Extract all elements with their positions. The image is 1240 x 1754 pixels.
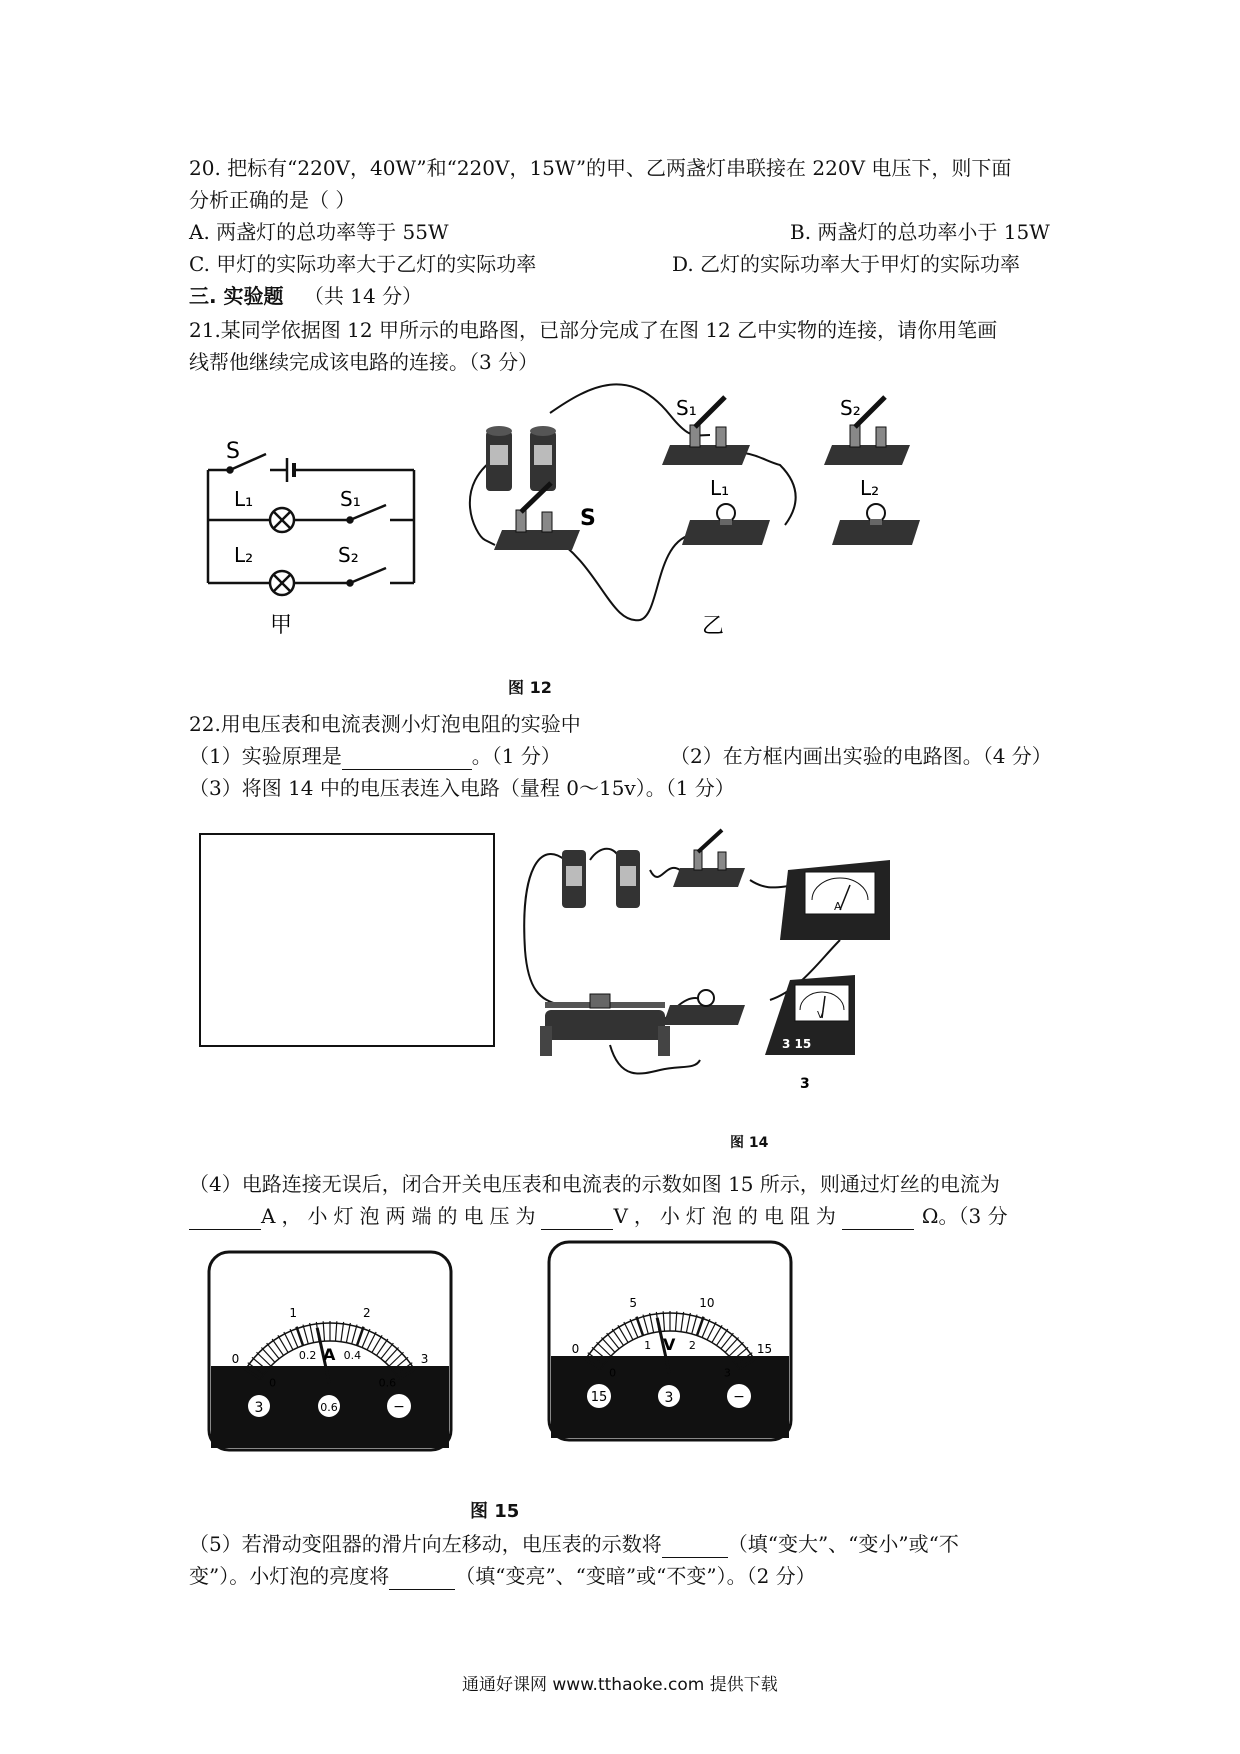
physical-label-l1: L₁: [710, 476, 730, 500]
wire-rheostat-bottom: [610, 1045, 700, 1074]
q22-part4-text-end: Ω。（3 分: [921, 1204, 1008, 1228]
voltmeter-unit: V: [663, 1335, 676, 1354]
switch-s2-physical: [824, 397, 910, 465]
voltmeter-terminal-15-label: 15: [590, 1390, 608, 1405]
q22-part5-prefix: （5）若滑动变阻器的滑片向左移动，电压表的示数将: [189, 1532, 662, 1556]
principle-blank[interactable]: [342, 749, 472, 770]
physical-label-s2: S₂: [840, 396, 861, 420]
q22-part5-line2: [189, 1562, 816, 1590]
lamp-l2-physical: [832, 504, 920, 545]
schematic-label-l2: L₂: [234, 543, 254, 567]
q22-part4-line1: （4）电路连接无误后，闭合开关电压表和电流表的示数如图 15 所示，则通过灯丝的电流为: [189, 1172, 1000, 1196]
wire-battery-to-switch: [650, 868, 680, 877]
voltmeter-inner-tick-label: 3: [723, 1366, 731, 1380]
voltmeter-terminal-negative-label: −: [733, 1389, 745, 1405]
ammeter-terminal-negative-label: −: [393, 1399, 405, 1415]
section-title: 三. 实验题: [189, 284, 284, 308]
fig14-voltmeter-unit: V: [817, 1010, 824, 1021]
q22-part1: [189, 742, 561, 770]
fig14-circuit: [520, 830, 960, 1110]
fig14-voltmeter-under: 3: [800, 1076, 810, 1092]
physical-label-s: S: [580, 506, 596, 531]
ammeter-terminal-06[interactable]: [318, 1395, 340, 1417]
ammeter-unit: A: [323, 1345, 336, 1364]
ammeter-outer-tick-label: 0: [231, 1351, 240, 1366]
ammeter-inner-tick-label: 0.2: [298, 1348, 317, 1362]
fig14-batteries: [562, 850, 640, 908]
fig12-physical: [480, 395, 940, 645]
wire-battery-link: [590, 849, 620, 860]
voltmeter-terminal-3-label: 3: [664, 1390, 674, 1406]
fig14-ammeter: [780, 860, 890, 940]
physical-label-s1: S₁: [676, 396, 697, 420]
ammeter-inner-tick-label: 0.6: [378, 1376, 397, 1390]
physical-label-yi: 乙: [702, 614, 725, 639]
current-blank[interactable]: [189, 1209, 261, 1230]
q20-option-d: D. 乙灯的实际功率大于甲灯的实际功率: [672, 252, 1021, 276]
q21-stem-line1: 21.某同学依据图 12 甲所示的电路图，已部分完成了在图 12 乙中实物的连接，请你用笔画: [189, 318, 998, 342]
battery-pair: [486, 426, 556, 491]
q20-option-a: A. 两盏灯的总功率等于 55W: [189, 220, 449, 244]
fig14-ammeter-unit: A: [834, 900, 842, 913]
ammeter-outer-tick-label: 2: [363, 1306, 371, 1321]
voltmeter-outer-tick-label: 5: [629, 1296, 637, 1311]
fig12-caption: 图 12: [508, 678, 552, 697]
q20-stem-line1: 20. 把标有“220V，40W”和“220V，15W”的甲、乙两盏灯串联接在 220V 电压下，则下面: [189, 156, 1012, 180]
fig14-rheostat: [540, 994, 670, 1056]
lamp-l1-physical: [682, 504, 770, 545]
q22-part5-line1: [189, 1530, 959, 1558]
q22-part3: （3）将图 14 中的电压表连入电路（量程 0～15v）。（1 分）: [189, 776, 735, 800]
page-footer: 通通好课网 www.tthaoke.com 提供下载: [462, 1675, 778, 1695]
q20-option-b: B. 两盏灯的总功率小于 15W: [790, 220, 1050, 244]
q22-part4-line2: [189, 1202, 1008, 1230]
q22-part5-line2-prefix: 变”）。小灯泡的亮度将: [189, 1564, 390, 1588]
ammeter-outer-tick-label: 3: [420, 1351, 429, 1366]
fig15-voltmeter: [545, 1238, 795, 1448]
schematic-label-s: S: [226, 439, 240, 464]
voltage-blank[interactable]: [541, 1209, 613, 1230]
q20-option-c: C. 甲灯的实际功率大于乙灯的实际功率: [189, 252, 537, 276]
q22-part2: （2）在方框内画出实验的电路图。（4 分）: [670, 744, 1052, 768]
schematic-label-s2: S₂: [338, 543, 359, 567]
fig15-ammeter: [205, 1248, 455, 1458]
section-heading: [189, 282, 422, 310]
ammeter-terminal-negative[interactable]: [387, 1394, 411, 1418]
q21-stem-line2: 线帮他继续完成该电路的连接。（3 分）: [189, 350, 539, 374]
fig14-lamp: [663, 990, 745, 1025]
schematic-label-jia: 甲: [270, 613, 293, 638]
voltmeter-terminal-15[interactable]: [587, 1384, 611, 1408]
ammeter-inner-tick-label: 0.4: [343, 1348, 362, 1362]
voltmeter-terminal-3[interactable]: [658, 1385, 680, 1407]
physical-label-l2: L₂: [860, 476, 880, 500]
voltmeter-outer-tick-label: 15: [756, 1341, 773, 1356]
q22-part4-text-a: A，小灯泡两端的电压为: [261, 1204, 542, 1228]
voltmeter-outer-tick-label: 10: [699, 1296, 715, 1311]
voltmeter-terminal-negative[interactable]: [727, 1384, 751, 1408]
fig15-caption: 图 15: [470, 1501, 520, 1522]
fig12-schematic: [190, 420, 430, 650]
ammeter-outer-tick-label: 1: [289, 1306, 297, 1321]
fig14-voltmeter-terminals: 3 15: [782, 1037, 812, 1051]
voltmeter-inner-tick-label: 0: [609, 1366, 617, 1380]
q22-part4-text-v: V，小灯泡的电阻为: [613, 1204, 842, 1228]
ammeter-inner-tick-label: 0: [269, 1376, 277, 1390]
voltmeter-outer-tick-label: 0: [571, 1341, 580, 1356]
ammeter-terminal-3-label: 3: [254, 1400, 264, 1416]
fig14-voltmeter: [765, 975, 855, 1055]
fig14-caption: 图 14: [730, 1135, 769, 1151]
wire-left: [524, 854, 565, 1005]
ammeter-terminal-3[interactable]: [248, 1395, 270, 1417]
q22-part1-suffix: 。（1 分）: [471, 744, 561, 768]
voltmeter-inner-tick-label: 1: [644, 1338, 652, 1352]
resistance-blank[interactable]: [842, 1209, 914, 1230]
q20-stem-line2: 分析正确的是（ ）: [189, 188, 356, 212]
switch-s-physical: [494, 483, 580, 550]
schematic-label-s1: S₁: [340, 487, 361, 511]
voltmeter-inner-tick-label: 2: [688, 1338, 696, 1352]
q22-title: 22.用电压表和电流表测小灯泡电阻的实验中: [189, 712, 581, 736]
ammeter-terminal-06-label: 0.6: [320, 1401, 338, 1414]
schematic-label-l1: L₁: [234, 487, 254, 511]
q22-part1-prefix: （1）实验原理是: [189, 744, 342, 768]
q22-part5-line2-suffix: （填“变亮”、“变暗”或“不变”）。（2 分）: [455, 1564, 816, 1588]
q22-part5-suffix: （填“变大”、“变小”或“不: [727, 1532, 959, 1556]
section-points: （共 14 分）: [303, 284, 423, 308]
circuit-drawing-box[interactable]: [199, 833, 495, 1047]
fig14-switch: [673, 830, 745, 887]
brightness-blank[interactable]: [389, 1569, 455, 1590]
switch-s2-blade: [350, 568, 386, 583]
voltmeter-change-blank[interactable]: [662, 1537, 728, 1558]
